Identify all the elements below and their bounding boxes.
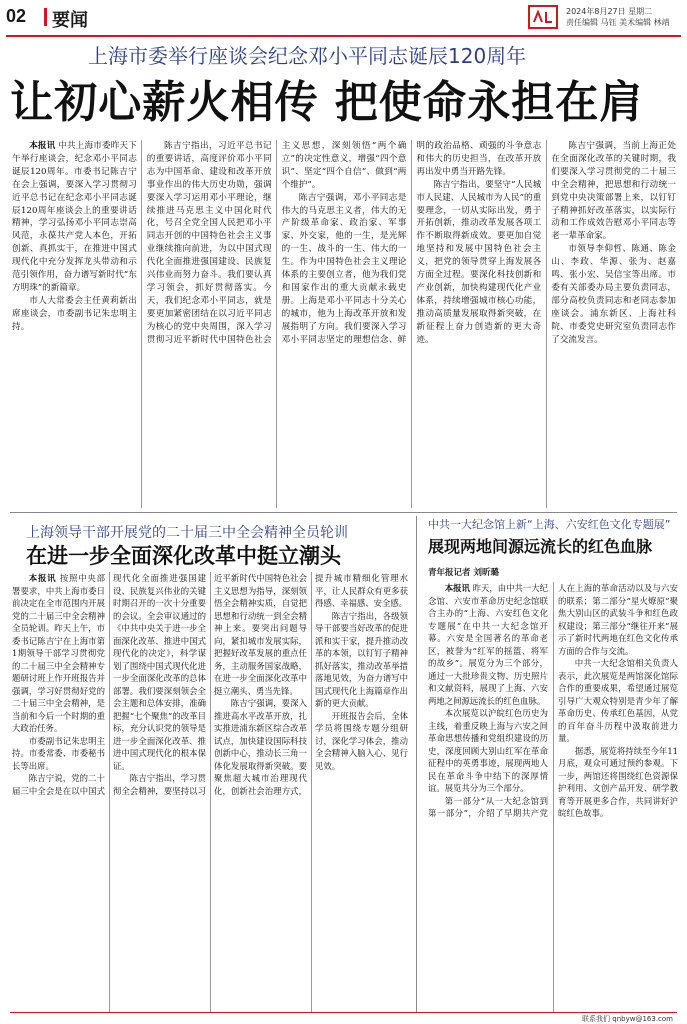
header-rule [6, 35, 681, 37]
third-story-paragraph: 中共一大纪念馆相关负责人表示，此次展览是两馆深化馆际合作的重要成果，希望通过展览引导广大观众特别是青少年了解革命历史、传承红色基因，从党的百年奋斗历程中汲取前进力量。 [558, 658, 678, 743]
lead-story-paragraph: 陈吉宁强调，邓小平同志是伟大的马克思主义者，伟大的无产阶级革命家、政治家、军事家、外交家，他的一生，是光辉的一生、战斗的一生、伟大的一生。作为中国特色社会主义理论体系的主要创立者，他为我们党和国家作出的重大贡献永载史册。上海是邓小平同志十分关心的城市，他为上海改革开放和发展指明了方向。我们要深入学习邓小平同志坚定的理想信念、鲜明的政治品格、顽强的斗争意志和伟大的历史担当，在改革开放再出发中勇当开路先锋。 [281, 141, 542, 345]
second-story-kicker: 上海领导干部开展党的二十届三中全会精神全员轮训 [26, 525, 348, 541]
lead-story-body [12, 140, 676, 508]
lead-story-kicker: 上海市委举行座谈会纪念邓小平同志诞辰120周年 [88, 44, 527, 68]
masthead-logo [528, 4, 558, 30]
lead-story-headline: 让初心薪火相传 把使命永担在肩 [10, 77, 644, 128]
footer-contact: 联系我们 qnbyw@163.com [582, 1015, 673, 1023]
third-story-paragraph: 第一部分“从一大纪念馆到第一部分”，介绍了早期共产党人在上海的革命活动以及与六安的联系；第二部分“星火燎原”聚焦大别山区的武装斗争和红色政权建设；第三部分“继往开来”展示了新时代两地在红色文化传承方面的合作与交流。 [428, 583, 678, 818]
header-info [566, 6, 670, 28]
second-story-paragraph: 本报讯 按照中央部署要求，中共上海市委日前决定在全市范围内开展党的二十届三中全会精神全员轮训。昨天上午，市委书记陈吉宁在上海市第1期领导干部学习贯彻党的二十届三中全会精神专题研讨班上作开班报告并强调，学习好贯彻好党的二十届三中全会精神，是当前和今后一个时期的重大政治任务。 [12, 573, 105, 733]
second-story-headline: 在进一步全面深化改革中挺立潮头 [26, 544, 341, 568]
lead-story-paragraph: 本报讯 中共上海市委昨天下午举行座谈会，纪念邓小平同志诞辰120周年。市委书记陈吉宁在会上强调，要深入学习贯彻习近平总书记在纪念邓小平同志诞辰120周年座谈会上的重要讲话精神，学习弘扬邓小平同志崇高风范，永葆共产党人本色，开拓创新、真抓实干，在推进中国式现代化中充分发挥龙头带动和示范引领作用，奋力谱写新时代“东方明珠”的新篇章。 [12, 141, 137, 293]
lead-story-paragraph: 市领导李仰哲、陈通、陈金山、李政、华源、张为、赵嘉鸣、张小宏、吴信宝等出席。市委有关部委办局主要负责同志，部分高校负责同志和老同志参加座谈会。浦东新区、上海社科院、市委党史研究室负责同志作了交流发言。 [551, 244, 676, 345]
third-story-reporter: 青年报记者 刘昕璐 [428, 568, 499, 578]
third-story-headline: 展现两地间源远流长的红色血脉 [428, 537, 653, 556]
page-number: 02 [6, 6, 27, 26]
third-story-paragraph: 据悉，展览将持续至今年11月底，观众可通过预约参观。下一步，两馆还将围绕红色资源保护利用、文创产品开发、研学教育等开展更多合作，共同讲好沪皖红色故事。 [558, 745, 678, 818]
byline: 本报讯 [444, 583, 470, 593]
third-story-kicker: 中共一大纪念馆上新“上海、六安红色文化专题展” [428, 518, 671, 531]
page-header [0, 0, 687, 38]
lead-story-paragraph: 陈吉宁强调，当前上海正处在全面深化改革的关键时期，我们要深入学习贯彻党的二十届三中全会精神，把思想和行动统一到党中央决策部署上来，以钉钉子精神抓好改革落实，以实际行动和工作成效告慰邓小平同志等老一辈革命家。 [551, 141, 676, 242]
section-divider [44, 8, 47, 26]
issue-date: 2024年8月27日 星期二 [566, 7, 653, 16]
newspaper-logo-icon [528, 4, 558, 30]
lead-story-paragraph: 市人大常委会主任黄莉新出席座谈会，市委副书记朱忠明主持。 [12, 295, 137, 332]
editors-credit: 责任编辑 马钰 美术编辑 林靖 [566, 18, 670, 27]
page-footer [10, 1012, 677, 1024]
second-story-paragraph: 陈吉宁指出，各级领导干部要当好改革的促进派和实干家，提升推动改革的本领，以钉钉子精神抓好落实，推动改革举措落地见效，为奋力谱写中国式现代化上海篇章作出新的更大贡献。 [315, 610, 408, 708]
lead-story-paragraph: 陈吉宁指出，习近平总书记的重要讲话，高度评价邓小平同志为中国革命、建设和改革开放事业作出的伟大历史功勋，强调要深入学习运用邓小平理论，继续推进马克思主义中国化时代化，号召全党全国人民把邓小平同志开创的中国特色社会主义事业继续推向前进，为以中国式现代化全面推进强国建设、民族复兴伟业而努力奋斗。我们要认真学习领会，抓好贯彻落实。今天，我们纪念邓小平同志，就是要更加紧密团结在以习近平同志为核心的党中央周围，深入学习贯彻习近平新时代中国特色社会主义思想，深刻领悟“两个确立”的决定性意义，增强“四个意识”、坚定“四个自信”、做到“两个维护”。 [146, 141, 407, 345]
second-story-paragraph: 陈吉宁强调，要深入推进高水平改革开放，扎实推进浦东新区综合改革试点，加快建设国际科技创新中心，推动长三角一体化发展取得新突破。要聚焦超大城市治理现代化，创新社会治理方式，提升城市精细化管理水平，让人民群众有更多获得感、幸福感、安全感。 [214, 573, 408, 796]
byline: 本报讯 [29, 141, 56, 151]
second-story-body [12, 572, 408, 1012]
section-divider-horizontal [10, 512, 677, 513]
second-story-paragraph: 陈吉宁说，党的二十届三中全会是在以中国式现代化全面推进强国建设、民族复兴伟业的关键时期召开的一次十分重要的会议。全会审议通过的《中共中央关于进一步全面深化改革、推进中国式现代化的决定》，科学谋划了围绕中国式现代化进一步全面深化改革的总体部署。我们要深刻领会全会主题和总体安排，准确把握“七个聚焦”的改革目标，充分认识党的领导是进一步全面深化改革、推进中国式现代化的根本保证。 [12, 573, 206, 796]
lead-story-paragraph: 陈吉宁指出，要坚守“人民城市人民建、人民城市为人民”的重要理念，一切从实际出发，勇于开拓创新，推动改革发展各项工作不断取得新成效。要更加自觉地坚持和发展中国特色社会主义，把党的领导贯穿上海发展各方面全过程。要深化科技创新和产业创新，加快构建现代化产业体系，持续增强城市核心功能，推动高质量发展取得新突破，在新征程上奋力创造新的更大奇迹。 [416, 179, 542, 345]
section-divider-vertical [416, 516, 417, 1012]
third-story-body [428, 582, 678, 1012]
second-story-paragraph: 陈吉宁指出，学习贯彻全会精神，要坚持以习近平新时代中国特色社会主义思想为指导，深刻领悟全会精神实质，自觉把思想和行动统一到全会精神上来。要突出问题导向，紧扣城市发展实际，把握好改革发展的重点任务，主动服务国家战略，在进一步全面深化改革中挺立潮头、勇当先锋。 [113, 573, 307, 796]
third-story-paragraph: 本次展览以沪皖红色历史为主线，着重反映上海与六安之间革命思想传播和党组织建设的历史，深度回顾大别山红军在革命征程中的英勇事迹，展现两地人民在革命斗争中结下的深厚情谊。展览共分为三个部分。 [428, 708, 548, 793]
second-story-paragraph: 开班报告会后，全体学员将围绕专题分组研讨，深化学习体会，推动全会精神入脑入心、见行见效。 [315, 710, 408, 771]
second-story-paragraph: 市委副书记朱忠明主持。市委常委、市委秘书长等出席。 [12, 735, 105, 771]
byline: 本报讯 [28, 573, 57, 583]
third-story-paragraph: 本报讯 昨天，由中共一大纪念馆、六安市革命历史纪念馆联合主办的“上海、六安红色文化专题展”在中共一大纪念馆开幕。六安是全国著名的革命老区，被誉为“红军的摇篮、将军的故乡”。展览分为三个部分，通过一大批珍贵文物、历史照片和文献资料，展现了上海、六安两地之间源远流长的红色血脉。 [428, 583, 549, 706]
section-title: 要闻 [52, 10, 88, 31]
